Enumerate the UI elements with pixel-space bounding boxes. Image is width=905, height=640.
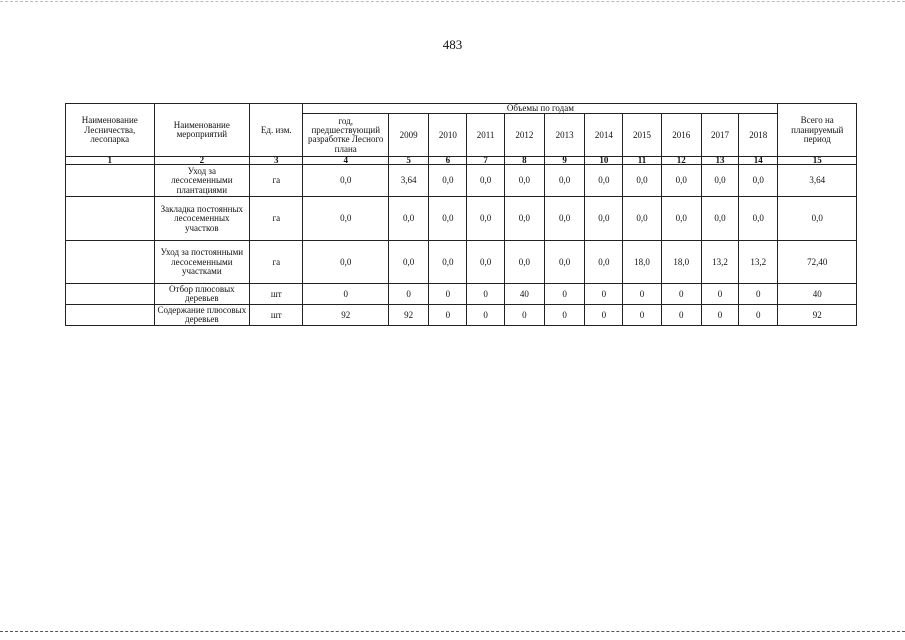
activity-name: Содержание плюсовых деревьев <box>154 305 250 326</box>
prev-year-value: 0,0 <box>303 165 389 197</box>
forest-plan-table <box>65 103 857 326</box>
column-number: 3 <box>250 157 303 165</box>
column-number: 13 <box>701 157 738 165</box>
forestry-cell <box>66 284 155 305</box>
year-value: 0,0 <box>739 165 778 197</box>
column-number: 11 <box>623 157 661 165</box>
column-number: 9 <box>544 157 584 165</box>
total-value: 3,64 <box>778 165 857 197</box>
unit-cell: га <box>250 197 303 241</box>
year-value: 0,0 <box>544 241 584 284</box>
unit-cell: шт <box>250 305 303 326</box>
year-value: 0 <box>623 305 661 326</box>
header-activity: Наименование мероприятий <box>154 104 250 157</box>
year-value: 0 <box>701 284 738 305</box>
prev-year-value: 0,0 <box>303 241 389 284</box>
header-year: 2014 <box>585 114 623 157</box>
column-number: 10 <box>585 157 623 165</box>
header-year: 2016 <box>661 114 701 157</box>
year-value: 3,64 <box>389 165 429 197</box>
year-value: 18,0 <box>623 241 661 284</box>
column-number: 5 <box>389 157 429 165</box>
year-value: 0,0 <box>585 165 623 197</box>
header-forestry: Наименование Лесничества, лесопарка <box>66 104 155 157</box>
header-year: 2009 <box>389 114 429 157</box>
year-value: 0,0 <box>429 165 467 197</box>
year-value: 13,2 <box>739 241 778 284</box>
prev-year-value: 92 <box>303 305 389 326</box>
column-number: 4 <box>303 157 389 165</box>
year-value: 0 <box>429 284 467 305</box>
column-number-row <box>66 157 857 165</box>
year-value: 0 <box>544 305 584 326</box>
forestry-cell <box>66 241 155 284</box>
total-value: 72,40 <box>778 241 857 284</box>
column-number: 8 <box>504 157 544 165</box>
year-value: 0 <box>661 284 701 305</box>
column-number: 1 <box>66 157 155 165</box>
total-value: 40 <box>778 284 857 305</box>
activity-name: Отбор плюсовых деревьев <box>154 284 250 305</box>
year-value: 0,0 <box>389 197 429 241</box>
year-value: 0,0 <box>585 241 623 284</box>
column-number: 2 <box>154 157 250 165</box>
year-value: 0,0 <box>467 241 504 284</box>
year-value: 0,0 <box>544 197 584 241</box>
year-value: 0 <box>585 305 623 326</box>
header-year: 2018 <box>739 114 778 157</box>
year-value: 40 <box>504 284 544 305</box>
column-number: 12 <box>661 157 701 165</box>
year-value: 18,0 <box>661 241 701 284</box>
header-year: 2017 <box>701 114 738 157</box>
year-value: 0,0 <box>623 165 661 197</box>
year-value: 0,0 <box>467 165 504 197</box>
activity-name: Уход за постоянными лесосеменными участками <box>154 241 250 284</box>
total-value: 92 <box>778 305 857 326</box>
header-year: 2010 <box>429 114 467 157</box>
year-value: 0,0 <box>661 165 701 197</box>
forestry-cell <box>66 197 155 241</box>
year-value: 0,0 <box>623 197 661 241</box>
unit-cell: шт <box>250 284 303 305</box>
year-value: 0,0 <box>739 197 778 241</box>
scan-top-edge <box>0 1 905 2</box>
table-row <box>66 241 857 284</box>
year-value: 13,2 <box>701 241 738 284</box>
year-value: 0,0 <box>504 241 544 284</box>
unit-cell: га <box>250 241 303 284</box>
year-value: 0,0 <box>701 165 738 197</box>
prev-year-value: 0,0 <box>303 197 389 241</box>
prev-year-value: 0 <box>303 284 389 305</box>
column-number: 7 <box>467 157 504 165</box>
table-row <box>66 165 857 197</box>
year-value: 0 <box>701 305 738 326</box>
header-year: 2013 <box>544 114 584 157</box>
activity-name: Уход за лесосеменными плантациями <box>154 165 250 197</box>
year-value: 0 <box>467 284 504 305</box>
year-value: 0,0 <box>429 197 467 241</box>
year-value: 0,0 <box>429 241 467 284</box>
header-year: 2012 <box>504 114 544 157</box>
year-value: 0,0 <box>661 197 701 241</box>
table-row <box>66 197 857 241</box>
header-unit: Ед. изм. <box>250 104 303 157</box>
year-value: 0,0 <box>585 197 623 241</box>
header-year: 2011 <box>467 114 504 157</box>
year-value: 0 <box>389 284 429 305</box>
year-value: 0 <box>739 284 778 305</box>
page-number: 483 <box>442 37 463 52</box>
year-value: 0 <box>544 284 584 305</box>
year-value: 92 <box>389 305 429 326</box>
header-total: Всего на планируемый период <box>778 104 857 157</box>
year-value: 0,0 <box>504 165 544 197</box>
year-value: 0,0 <box>467 197 504 241</box>
forestry-cell <box>66 305 155 326</box>
scan-bottom-edge <box>0 631 905 632</box>
year-value: 0,0 <box>389 241 429 284</box>
year-value: 0 <box>623 284 661 305</box>
year-value: 0,0 <box>504 197 544 241</box>
header-prev-year: год, предшествующий разработке Лесного плана <box>303 114 389 157</box>
year-value: 0 <box>504 305 544 326</box>
unit-cell: га <box>250 165 303 197</box>
year-value: 0,0 <box>701 197 738 241</box>
header-volumes-by-year: Объемы по годам <box>303 104 778 114</box>
column-number: 6 <box>429 157 467 165</box>
column-number: 14 <box>739 157 778 165</box>
table-row <box>66 305 857 326</box>
year-value: 0 <box>467 305 504 326</box>
year-value: 0,0 <box>544 165 584 197</box>
table-row <box>66 284 857 305</box>
activity-name: Закладка постоянных лесосеменных участков <box>154 197 250 241</box>
year-value: 0 <box>739 305 778 326</box>
forestry-cell <box>66 165 155 197</box>
header-year: 2015 <box>623 114 661 157</box>
year-value: 0 <box>429 305 467 326</box>
total-value: 0,0 <box>778 197 857 241</box>
year-value: 0 <box>585 284 623 305</box>
year-value: 0 <box>661 305 701 326</box>
column-number: 15 <box>778 157 857 165</box>
